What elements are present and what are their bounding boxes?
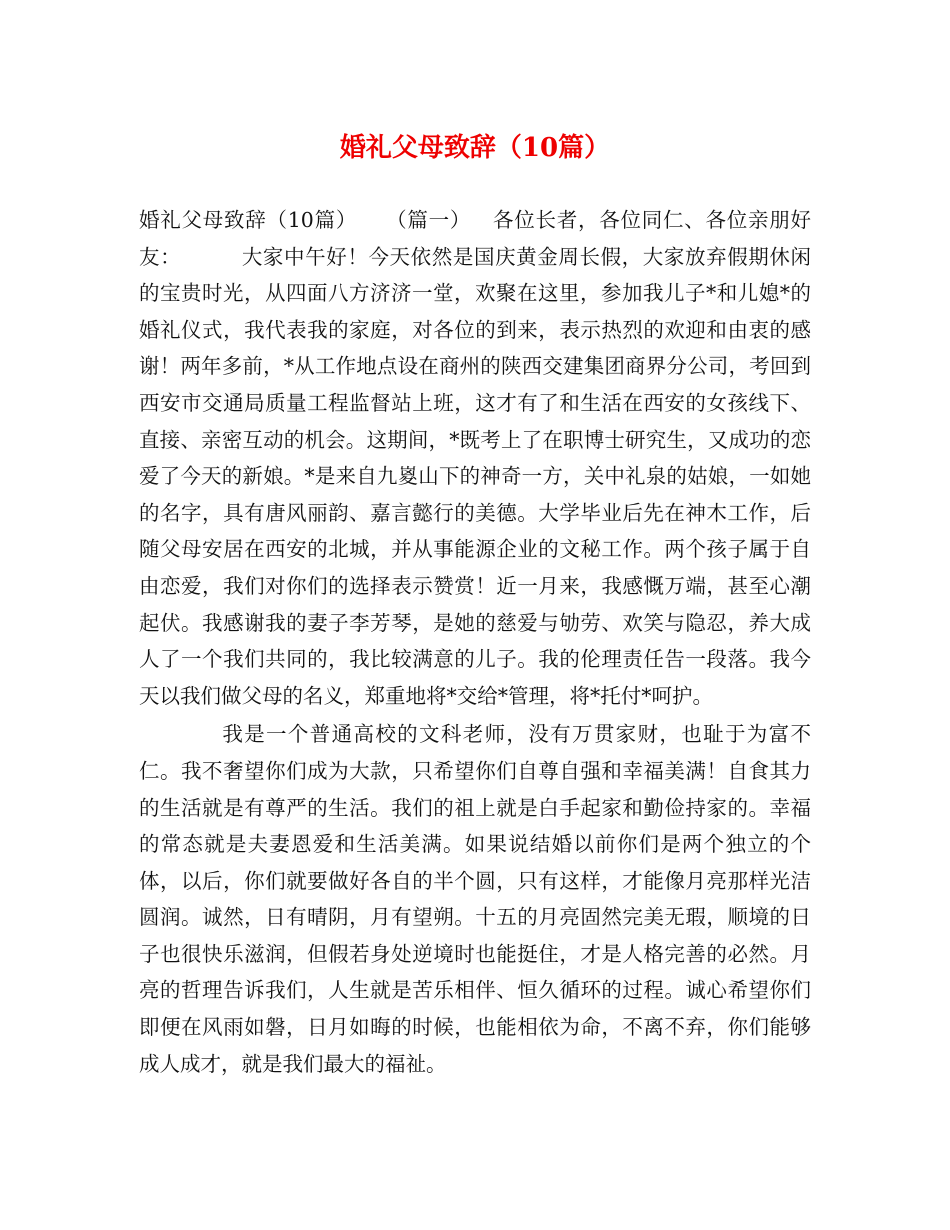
document-body	[139, 202, 811, 1082]
paragraph-lead: 婚礼父母致辞（10篇）	[139, 208, 358, 232]
section-label: （篇一）	[386, 208, 472, 232]
document-title: 婚礼父母致辞（10篇）	[339, 133, 611, 163]
paragraph-1-text: 大家中午好！今天依然是国庆黄金周长假，大家放弃假期休闲的宝贵时光，从四面八方济济一堂，欢聚在这里，参加我儿子*和儿媳*的婚礼仪式，我代表我的家庭，对各位的到来，表示热烈的欢迎和由衷的感谢！两年多前，*从工作地点设在商州的陕西交建集团商界分公司，考回到西安市交通局质量工程监督站上班，这才有了和生活在西安的女孩线下、直接、亲密互动的机会。这期间，*既考上了在职博士研究生，又成功的恋爱了今天的新娘。*是来自九嵏山下的神奇一方，关中礼泉的姑娘，一如她的名字，具有唐风丽韵、嘉言懿行的美德。大学毕业后先在神木工作，后随父母安居在西安的北城，并从事能源企业的文秘工作。两个孩子属于自由恋爱，我们对你们的选择表示赞赏！近一月来，我感慨万端，甚至心潮起伏。我感谢我的妻子李芳琴，是她的慈爱与劬劳、欢笑与隐忍，养大成人了一个我们共同的，我比较满意的儿子。我的伦理责任告一段落。我今天以我们做父母的名义，郑重地将*交给*管理，将*托付*呵护。	[139, 244, 812, 708]
paragraph-2-text: 我是一个普通高校的文科老师，没有万贯家财，也耻于为富不仁。我不奢望你们成为大款，只希望你们自尊自强和幸福美满！自食其力的生活就是有尊严的生活。我们的祖上就是白手起家和勤俭持家的。幸福的常态就是夫妻恩爱和生活美满。如果说结婚以前你们是两个独立的个体，以后，你们就要做好各自的半个圆，只有这样，才能像月亮那样光洁圆润。诚然，日有晴阴，月有望朔。十五的月亮固然完美无瑕，顺境的日子也很快乐滋润，但假若身处逆境时也能挺住，才是人格完善的必然。月亮的哲理告诉我们，人生就是苦乐相伴、恒久循环的过程。诚心希望你们即便在风雨如磐，日月如晦的时候，也能相依为命，不离不弃，你们能够成人成才，就是我们最大的福祉。	[139, 722, 811, 1076]
paragraph-1	[139, 202, 811, 714]
paragraph-2	[139, 716, 811, 1082]
greeting-text: 各位长者，各位同仁、各位亲朋好友：	[139, 208, 812, 269]
